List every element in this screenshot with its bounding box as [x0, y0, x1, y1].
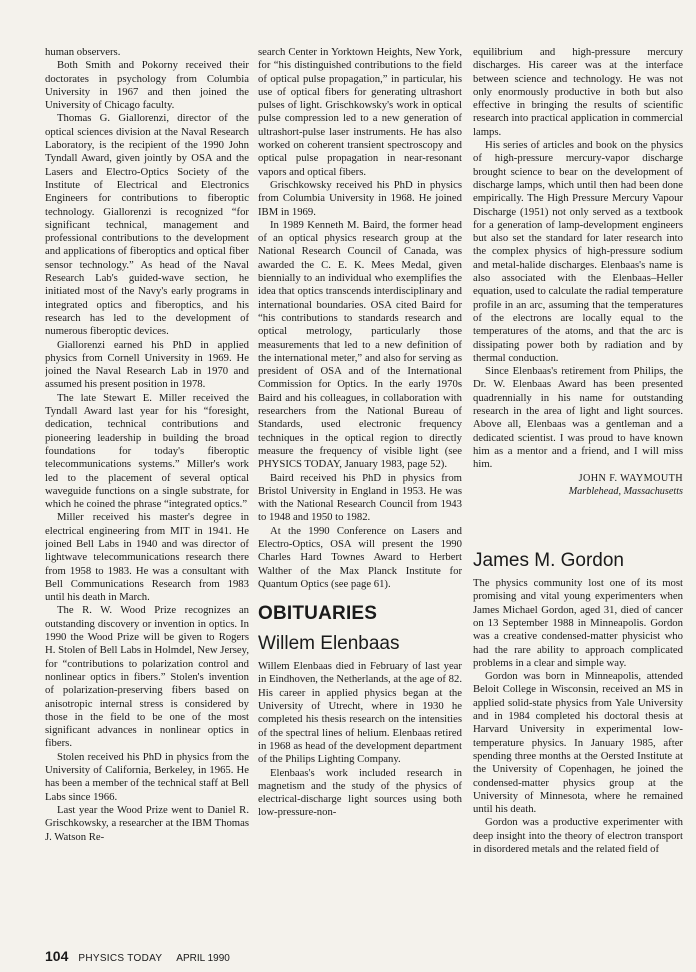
paragraph: The late Stewart E. Miller received the Tyndall Award last year for his “foresight, dedication, technical contributions and pioneering leadership in building the broad foundations for today's fiberoptic telecommunications systems.” Miller's work led to the placement of several optical waveguide functions on a single substrate, for which he coined the phrase “integrated optics.” [45, 391, 249, 511]
paragraph: Stolen received his PhD in physics from the University of California, Berkeley, in 1965. He has been a member of the technical staff at Bell Labs since 1966. [45, 750, 249, 803]
paragraph: Willem Elenbaas died in February of last year in Eindhoven, the Netherlands, at the age of 82. His career in applied physics began at the University of Utrecht, where in 1930 he completed his thesis research on the intensities of the spectral lines of helium. Elenbaas retired in 1968 as head of the development department of the Philips Lighting Company. [258, 660, 462, 766]
paragraph: Baird received his PhD in physics from Bristol University in England in 1953. He was with the National Research Council from 1943 to 1948 and 1950 to 1982. [258, 471, 462, 524]
obituaries-heading: OBITUARIES [258, 603, 378, 625]
gordon-heading: James M. Gordon [473, 550, 624, 572]
paragraph: search Center in Yorktown Heights, New York, for “his distinguished contributions to the field of optical pulse propagation,” in particular, his use of optical fibers for generating ultrashort pulses of light. Grischkowsky's work in optical pulse compression led to a new generation of ultrashort-pulse laser instruments. He has also worked on coherent transient spectroscopy and optical pulse propagation in near-resonant vapors and optical fibers. [258, 46, 462, 178]
author-signature: JOHN F. WAYMOUTH [578, 472, 683, 484]
paragraph: Grischkowsky received his PhD in physics from Columbia University in 1968. He joined IBM in 1969. [258, 178, 462, 218]
paragraph: Both Smith and Pokorny received their doctorates in psychology from Columbia University in 1967 and then joined the University of Chicago faculty. [45, 59, 249, 112]
column-3 [473, 46, 683, 936]
magazine-name: PHYSICS TODAY [78, 953, 163, 964]
column-1 [45, 46, 249, 936]
paragraph: Miller received his master's degree in electrical engineering from MIT in 1941. He joined Bell Labs in 1940 and was director of lightwave telecommunications research there from 1958 to 1983. He was a consultant with Bell Communications Research from 1983 until his death in March. [45, 511, 249, 604]
paragraph: Elenbaas's work included research in magnetism and the study of the physics of electrical-discharge light sources using both low-pressure-non- [258, 766, 462, 819]
paragraph: Thomas G. Giallorenzi, director of the optical sciences division at the Naval Research Laboratory, is the recipient of the 1990 John Tyndall Award, given jointly by OSA and the Lasers and Electro-Optics Society of the Institute of Electrical and Electronics Engineers for contributions to fiberoptic technology. Giallorenzi is recognized “for significant technical, management and professional contributions to the development and applications of fiberoptics and optical fiber sensor technology.” As head of the Naval Research Lab's guided-wave section, he initiated most of the Navy's early programs in integrated optics and fiberoptics, and his research has led to the development of numerous fiberoptic devices. [45, 112, 249, 338]
paragraph: Gordon was born in Minneapolis, attended Beloit College in Wisconsin, received an MS in applied solid-state physics from Yale University and in 1984 completed his doctoral thesis at Harvard University in experimental low-temperature physics. In January 1985, after spending three months at the Oersted Institute at the University of Copenhagen, he joined the condensed-matter physics group at the University of Minnesota, where he remained until his death. [473, 670, 683, 816]
paragraph: Gordon was a productive experimenter with deep insight into the theory of electron transport in disordered metals and the related field of [473, 816, 683, 856]
section-spacer [473, 498, 683, 542]
column-2 [258, 46, 462, 936]
paragraph: The R. W. Wood Prize recognizes an outstanding discovery or invention in optics. In 1990 the Wood Prize will be given to Rogers H. Stolen of Bell Labs in Holmdel, New Jersey, for “contributions to polarization control and nonlinear optics in fibers.” Stolen's invention of polarization-preserving fibers based on anisotropic internal stress is considered by those in the field to be one of the most significant advances in nonlinear optics in fibers. [45, 604, 249, 750]
page-number: 104 [45, 948, 69, 964]
paragraph: The physics community lost one of its most promising and vital young experimenters when James Michael Gordon, aged 31, died of cancer on 13 September 1988 in Minneapolis. Gordon was a creative condensed-matter physicist who had the rare ability to approach complicated problems in a clear and simple way. [473, 577, 683, 669]
paragraph: human observers. [45, 46, 121, 58]
elenbaas-heading: Willem Elenbaas [258, 633, 400, 655]
issue-date: APRIL 1990 [176, 953, 230, 964]
paragraph: Giallorenzi earned his PhD in applied physics from Cornell University in 1969. He joined the Naval Research Lab in 1970 and assumed his present position in 1978. [45, 338, 249, 391]
paragraph: Last year the Wood Prize went to Daniel R. Grischkowsky, a researcher at the IBM Thomas J. Watson Re- [45, 803, 249, 843]
paragraph: Since Elenbaas's retirement from Philips, the Dr. W. Elenbaas Award has been presented quadrennially in his name for outstanding research in the area of light and light sources. Above all, Elenbaas was a gentleman and a dedicated scientist. I was proud to have known him as a mentor and a friend, and I will miss him. [473, 365, 683, 471]
paragraph: equilibrium and high-pressure mercury discharges. His career was at the interface between science and technology. He was not only enormously productive in both but also effective in bringing the results of scientific research into practical application in commercial lamps. [473, 46, 683, 138]
paragraph: In 1989 Kenneth M. Baird, the former head of an optical physics research group at the National Research Council of Canada, was awarded the C. E. K. Mees Medal, given biennially to an individual who exemplifies the idea that optics transcends interdisciplinary and international boundaries. OSA cited Baird for “his contributions to standards research and optical metrology, particularly those measurements that led to a new definition of the international meter,” and also for serving as president of OSA and of the International Commission for Optics. In the early 1970s Baird and his colleagues, in collaboration with researchers from the National Bureau of Standards, used electronic frequency techniques in the optical region to directly measure the frequency of visible light (see PHYSICS TODAY, January 1983, page 52). [258, 218, 462, 471]
paragraph: His series of articles and book on the physics of high-pressure mercury-vapor discharge brought science to bear on the development of discharge lamps, which until then had been done empirically. The High Pressure Mercury Vapour Discharge (1951) not only served as a textbook for a generation of lamp-development engineers but also set the standard for later research into the complex physics of high-pressure sodium and metal-halide discharges. Elenbaas's name is also associated with the Elenbaas–Heller equation, used to calculate the radial temperature profile in an arc, assuming that the temperatures of the electrons are locally equal to the temperatures of the atoms, and that the arc is dissipating power both by radiation and by thermal conduction. [473, 139, 683, 364]
paragraph: At the 1990 Conference on Lasers and Electro-Optics, OSA will present the 1990 Charles Hard Townes Award to Herbert Walther of the Max Planck Institute for Quantum Optics (see page 61). [258, 524, 462, 590]
page-footer [45, 948, 230, 964]
author-location: Marblehead, Massachusetts [568, 485, 683, 497]
